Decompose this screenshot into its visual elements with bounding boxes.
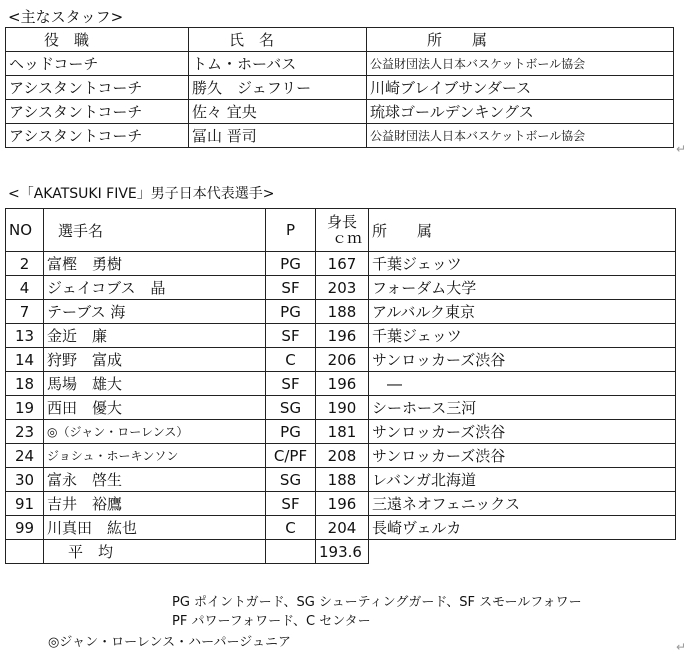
- player-row: [6, 396, 676, 420]
- player-number: 7: [6, 300, 44, 324]
- staff-role: アシスタントコーチ: [6, 124, 189, 148]
- staff-name: 勝久 ジェフリー: [189, 76, 367, 100]
- player-number: 2: [6, 252, 44, 276]
- staff-row: [6, 76, 674, 100]
- staff-role: ヘッドコーチ: [6, 52, 189, 76]
- player-position: C: [266, 516, 316, 540]
- player-height: 196: [316, 492, 369, 516]
- player-name: 狩野 富成: [44, 348, 266, 372]
- staff-role: アシスタントコーチ: [6, 100, 189, 124]
- player-row: [6, 492, 676, 516]
- player-position: SF: [266, 324, 316, 348]
- player-name: テーブス 海: [44, 300, 266, 324]
- staff-org: 琉球ゴールデンキングス: [367, 100, 674, 124]
- player-org: 千葉ジェッツ: [369, 324, 676, 348]
- header-player-org: 所 属: [369, 209, 676, 252]
- player-number: 14: [6, 348, 44, 372]
- player-name: ジョシュ・ホーキンソン: [44, 444, 266, 468]
- player-org: フォーダム大学: [369, 276, 676, 300]
- player-name: 富永 啓生: [44, 468, 266, 492]
- player-org: レバンガ北海道: [369, 468, 676, 492]
- paragraph-return-mark: ↵: [676, 640, 687, 654]
- player-row: [6, 468, 676, 492]
- note-lawrence: ◎ジャン・ローレンス・ハーパージュニア: [48, 635, 291, 650]
- player-height: 196: [316, 372, 369, 396]
- player-position: SF: [266, 372, 316, 396]
- player-name: 西田 優大: [44, 396, 266, 420]
- player-row: [6, 372, 676, 396]
- player-height: 203: [316, 276, 369, 300]
- paragraph-return-mark: ↵: [676, 142, 687, 156]
- player-height: 190: [316, 396, 369, 420]
- average-row: [6, 540, 676, 564]
- players-header-row: [6, 209, 676, 252]
- note-positions-line1: PG ポイントガード、SG シューティングガード、SF スモールフォワー: [172, 595, 582, 610]
- header-name: 氏 名: [189, 28, 367, 52]
- player-number: 23: [6, 420, 44, 444]
- player-number: 18: [6, 372, 44, 396]
- player-position: PG: [266, 420, 316, 444]
- staff-org: 公益財団法人日本バスケットボール協会: [367, 52, 674, 76]
- staff-table: [5, 27, 674, 148]
- player-name: 馬場 雄大: [44, 372, 266, 396]
- player-position: SF: [266, 276, 316, 300]
- players-section-title: <「AKATSUKI FIVE」男子日本代表選手>: [8, 186, 275, 202]
- player-number: 19: [6, 396, 44, 420]
- player-row: [6, 420, 676, 444]
- player-row: [6, 516, 676, 540]
- staff-row: [6, 52, 674, 76]
- player-name: 川真田 紘也: [44, 516, 266, 540]
- staff-row: [6, 100, 674, 124]
- player-position: C/PF: [266, 444, 316, 468]
- staff-row: [6, 124, 674, 148]
- player-org: シーホース三河: [369, 396, 676, 420]
- player-height: 188: [316, 300, 369, 324]
- header-height: [316, 209, 369, 252]
- average-height: 193.6: [316, 540, 369, 564]
- player-number: 24: [6, 444, 44, 468]
- player-position: PG: [266, 300, 316, 324]
- player-row: [6, 300, 676, 324]
- note-positions-line2: PF パワーフォワード、C センター: [172, 614, 371, 629]
- player-name: ◎（ジャン・ローレンス）: [44, 420, 266, 444]
- player-name: ジェイコブス 晶: [44, 276, 266, 300]
- player-number: 4: [6, 276, 44, 300]
- player-row: [6, 348, 676, 372]
- player-org: サンロッカーズ渋谷: [369, 444, 676, 468]
- player-height: 208: [316, 444, 369, 468]
- staff-name: トム・ホーバス: [189, 52, 367, 76]
- staff-org: 公益財団法人日本バスケットボール協会: [367, 124, 674, 148]
- average-label: 平 均: [44, 540, 266, 564]
- player-height: 206: [316, 348, 369, 372]
- player-name: 吉井 裕鷹: [44, 492, 266, 516]
- staff-name: 冨山 晋司: [189, 124, 367, 148]
- player-number: 99: [6, 516, 44, 540]
- staff-org: 川崎ブレイブサンダース: [367, 76, 674, 100]
- player-height: 204: [316, 516, 369, 540]
- player-org: アルバルク東京: [369, 300, 676, 324]
- header-height-unit: ｃｍ: [331, 228, 362, 247]
- header-height-label: 身長: [326, 212, 357, 231]
- player-height: 188: [316, 468, 369, 492]
- staff-name: 佐々 宜央: [189, 100, 367, 124]
- player-position: SG: [266, 396, 316, 420]
- header-role: 役 職: [6, 28, 189, 52]
- player-position: SG: [266, 468, 316, 492]
- player-row: [6, 276, 676, 300]
- player-position: SF: [266, 492, 316, 516]
- staff-header-row: [6, 28, 674, 52]
- header-position: P: [266, 209, 316, 252]
- player-org: ―: [369, 372, 676, 396]
- player-row: [6, 324, 676, 348]
- player-number: 30: [6, 468, 44, 492]
- player-name: 富樫 勇樹: [44, 252, 266, 276]
- header-no: NO: [6, 209, 44, 252]
- player-name: 金近 廉: [44, 324, 266, 348]
- player-height: 167: [316, 252, 369, 276]
- player-height: 196: [316, 324, 369, 348]
- player-org: 長崎ヴェルカ: [369, 516, 676, 540]
- player-position: PG: [266, 252, 316, 276]
- player-number: 13: [6, 324, 44, 348]
- header-org: 所 属: [367, 28, 674, 52]
- player-org: サンロッカーズ渋谷: [369, 420, 676, 444]
- player-row: [6, 444, 676, 468]
- player-org: サンロッカーズ渋谷: [369, 348, 676, 372]
- player-height: 181: [316, 420, 369, 444]
- player-row: [6, 252, 676, 276]
- player-org: 千葉ジェッツ: [369, 252, 676, 276]
- player-position: C: [266, 348, 316, 372]
- staff-section-title: <主なスタッフ>: [8, 8, 124, 26]
- player-org: 三遠ネオフェニックス: [369, 492, 676, 516]
- player-number: 91: [6, 492, 44, 516]
- players-table: [5, 208, 676, 564]
- staff-role: アシスタントコーチ: [6, 76, 189, 100]
- header-player-name: 選手名: [44, 209, 266, 252]
